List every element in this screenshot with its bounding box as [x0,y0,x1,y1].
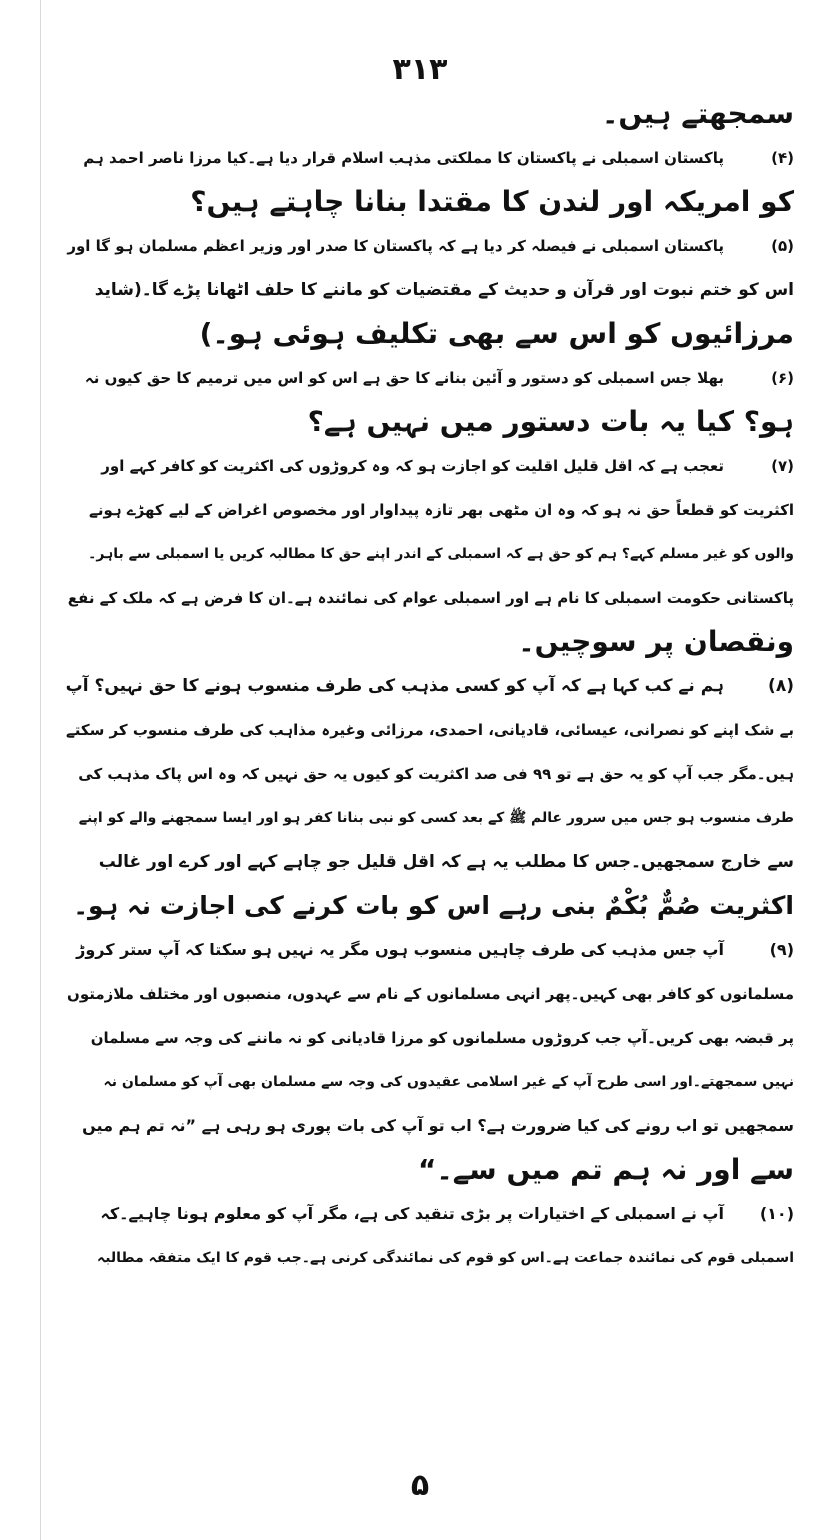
line-text: والوں کو غیر مسلم کہے؟ ہم کو حق ہے کہ اسمبلی کے اندر اپنے حق کا مطالبہ کریں یا اسمبلی سے باہر۔ [88,546,794,562]
line-text: اکثریت صُمٌّ بُکْمٌ بنی رہے اس کو بات کرنے کی اجازت نہ ہو۔ [73,891,794,920]
text-line [64,884,794,928]
text-line [64,972,794,1016]
line-text: پاکستانی حکومت اسمبلی کا نام ہے اور اسمبلی عوام کی نمائندہ ہے۔ان کا فرض ہے کہ ملک کے نفع [67,589,794,607]
line-text: طرف منسوب ہو جس میں سرور عالم ﷺ کے بعد کسی کو نبی بنانا کفر ہو اور ایسا سمجھنے والے کو اپنے [78,810,794,826]
line-text: نہیں سمجھتے۔اور اسی طرح آپ کے غیر اسلامی عقیدوں کی وجہ سے مسلمان بھی آپ کو مسلمان نہ [103,1074,794,1090]
line-text: مرزائیوں کو اس سے بھی تکلیف ہوئی ہو۔) [199,317,794,350]
text-line [64,840,794,884]
text-line [64,400,794,444]
line-text: ہم نے کب کہا ہے کہ آپ کو کسی مذہب کی طرف منسوب ہونے کا حق نہیں؟ آپ [65,676,724,696]
line-text: ونقصان پر سوچیں۔ [518,625,794,658]
line-text: سمجھیں تو اب رونے کی کیا ضرورت ہے؟ اب تو آپ کی بات پوری ہو رہی ہے ”نہ تم ہم میں [82,1116,794,1135]
line-text: سے خارج سمجھیں۔جس کا مطلب یہ ہے کہ اقل قلیل جو چاہے کہے اور کرے اور غالب [98,852,794,872]
text-line [64,180,794,224]
line-text: کو امریکہ اور لندن کا مقتدا بنانا چاہتے ہیں؟ [190,185,794,218]
margin-rule [40,0,41,1540]
text-line [64,1060,794,1104]
text-line [64,796,794,840]
text-line [64,1192,794,1236]
paragraph-number: (۹) [769,940,794,959]
line-text: پاکستان اسمبلی نے پاکستان کا مملکتی مذہب اسلام قرار دیا ہے۔کیا مرزا ناصر احمد ہم [83,149,724,167]
text-line [64,1016,794,1060]
paragraph-number: (۷) [771,457,794,475]
paragraph-number: (۱۰) [759,1204,794,1223]
text-line [64,356,794,400]
line-text: پر قبضہ بھی کریں۔آپ جب کروڑوں مسلمانوں کو مرزا قادیانی کو نہ ماننے کی وجہ سے مسلمان [90,1029,794,1047]
text-line [64,532,794,576]
text-line [64,576,794,620]
text-line [64,708,794,752]
footer-page-number: ۵ [410,1468,430,1503]
text-line [64,136,794,180]
line-text: آپ جس مذہب کی طرف چاہیں منسوب ہوں مگر یہ نہیں ہو سکتا کہ آپ ستر کروڑ [76,940,724,959]
line-text: اسمبلی قوم کی نمائندہ جماعت ہے۔اس کو قوم کی نمائندگی کرنی ہے۔جب قوم کا ایک متفقہ مطالبہ [97,1250,794,1266]
text-line [64,312,794,356]
line-text: سمجھتے ہیں۔ [602,97,794,130]
text-line [64,1104,794,1148]
line-text: اس کو ختم نبوت اور قرآن و حدیث کے مقتضیات کو ماننے کا حلف اٹھانا پڑے گا۔(شاید [94,280,794,300]
text-line [64,1236,794,1280]
text-line [64,268,794,312]
line-text: مسلمانوں کو کافر بھی کہیں۔پھر انہی مسلمانوں کے نام سے عہدوں، منصبوں اور مختلف ملازمتوں [67,985,794,1003]
text-line [64,488,794,532]
line-text: بھلا جس اسمبلی کو دستور و آئین بنانے کا حق ہے اس کو اس میں ترمیم کا حق کیوں نہ [84,369,724,387]
page-body [64,92,794,1280]
paragraph-number: (۵) [771,237,794,255]
text-line [64,664,794,708]
text-line [64,224,794,268]
line-text: آپ نے اسمبلی کے اختیارات پر بڑی تنقید کی ہے، مگر آپ کو معلوم ہونا چاہیے۔کہ [100,1204,724,1223]
text-line [64,752,794,796]
line-text: اکثریت کو قطعاً حق نہ ہو کہ وہ ان مٹھی بھر تازہ پیداوار اور مخصوص اغراض کے لیے کھڑے ہونے [89,501,794,519]
text-line [64,1148,794,1192]
line-text: تعجب ہے کہ اقل قلیل اقلیت کو اجازت ہو کہ وہ کروڑوں کی اکثریت کو کافر کہے اور [101,457,724,475]
line-text: ہیں۔مگر جب آپ کو یہ حق ہے تو ۹۹ فی صد اکثریت کو کیوں یہ حق نہیں کہ وہ اس پاک مذہب کی [78,765,794,783]
page-number: ۳۱۳ [392,52,448,87]
paragraph-number: (۴) [771,149,794,167]
line-text: پاکستان اسمبلی نے فیصلہ کر دیا ہے کہ پاکستان کا صدر اور وزیر اعظم مسلمان ہو گا اور [67,237,724,255]
text-line [64,444,794,488]
paragraph-number: (۸) [768,676,794,696]
text-line [64,92,794,136]
line-text: سے اور نہ ہم تم میں سے۔“ [417,1153,794,1186]
line-text: بے شک اپنے کو نصرانی، عیسائی، قادیانی، احمدی، مرزائی وغیرہ مذاہب کی طرف منسوب کر سکتے [65,721,794,739]
paragraph-number: (۶) [771,369,794,387]
text-line [64,620,794,664]
text-line [64,928,794,972]
line-text: ہو؟ کیا یہ بات دستور میں نہیں ہے؟ [307,405,794,438]
